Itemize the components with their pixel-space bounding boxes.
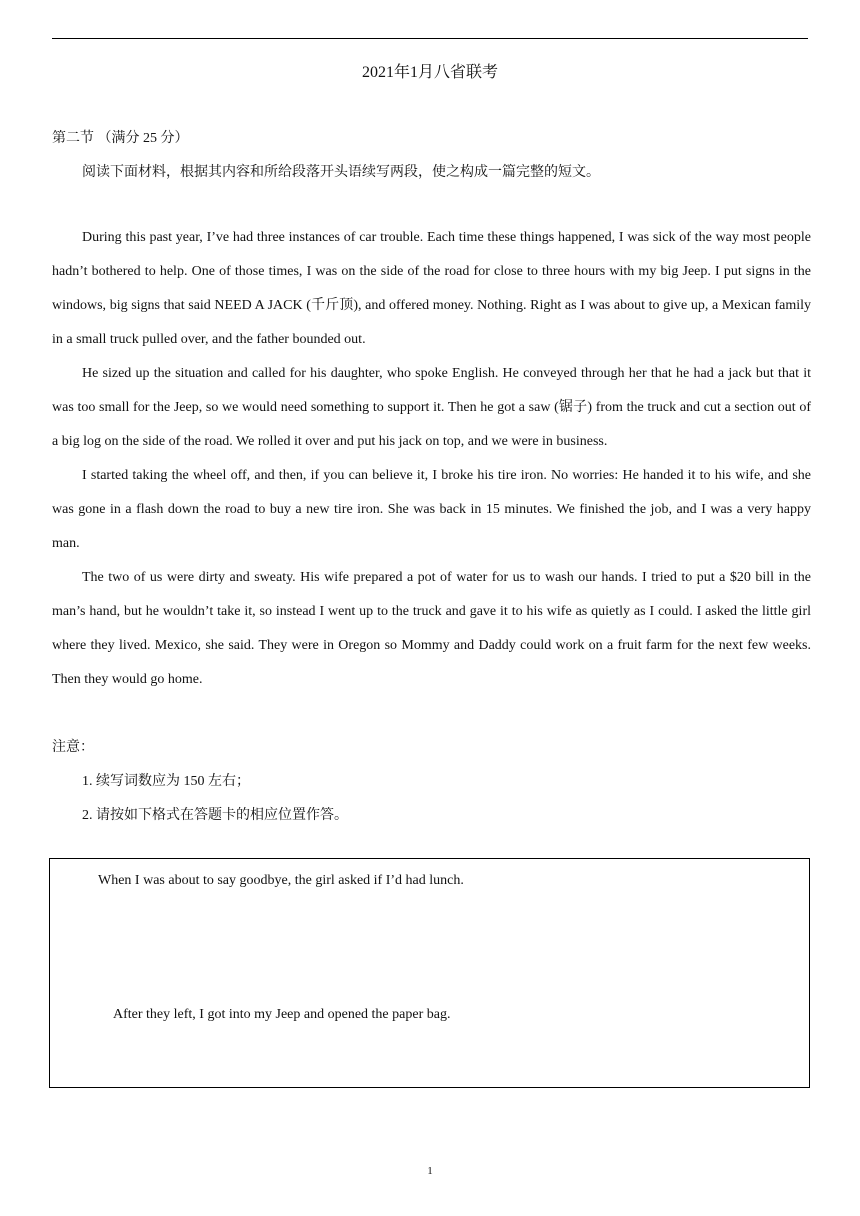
page-title: 2021年1月八省联考: [361, 64, 498, 81]
instruction-text: 阅读下面材料，根据其内容和所给段落开头语续写两段，使之构成一篇完整的短文。: [82, 165, 600, 180]
reading-passage: [52, 221, 811, 697]
header-rule: [52, 38, 808, 39]
page-number: 1: [427, 1165, 433, 1177]
answer-box: [49, 858, 810, 1088]
notes-heading: 注意：: [52, 740, 94, 755]
section-heading: 第二节 （满分 25 分）: [52, 131, 189, 146]
paragraph-prompt-2: After they left, I got into my Jeep and opened the paper bag.: [113, 1007, 451, 1022]
passage-paragraph: The two of us were dirty and sweaty. His wife prepared a pot of water for us to wash our hands. I tried to put a $20 bill in the man’s hand, but he wouldn’t take it, so instead I went up to the truck and gave it to his wife as quietly as I could. I asked the little girl where they lived. Mexico, she said. They were in Oregon so Mommy and Daddy could work on a fruit farm for the next few weeks. Then they would go home.: [52, 570, 811, 687]
passage-paragraph: He sized up the situation and called for his daughter, who spoke English. He conveyed through her that he had a jack but that it was too small for the Jeep, so we would need something to support it. Then he got a saw (锯子) from the truck and cut a section out of a big log on the side of the road. We rolled it over and put his jack on top, and we were in business.: [52, 366, 811, 449]
note-item: 2. 请按如下格式在答题卡的相应位置作答。: [82, 808, 348, 823]
paragraph-prompt-1: When I was about to say goodbye, the girl asked if I’d had lunch.: [98, 873, 464, 888]
passage-paragraph: I started taking the wheel off, and then, if you can believe it, I broke his tire iron. No worries: He handed it to his wife, and she was gone in a flash down the road to buy a new tire iron. She was back in 15 minutes. We finished the job, and I was a very happy man.: [52, 468, 811, 551]
passage-paragraph: During this past year, I’ve had three instances of car trouble. Each time these things happened, I was sick of the way most people hadn’t bothered to help. One of those times, I was on the side of the road for close to three hours with my big Jeep. I put signs in the windows, big signs that said NEED A JACK (千斤顶), and offered money. Nothing. Right as I was about to give up, a Mexican family in a small truck pulled over, and the father bounded out.: [52, 230, 811, 347]
note-item: 1. 续写词数应为 150 左右；: [82, 774, 250, 789]
